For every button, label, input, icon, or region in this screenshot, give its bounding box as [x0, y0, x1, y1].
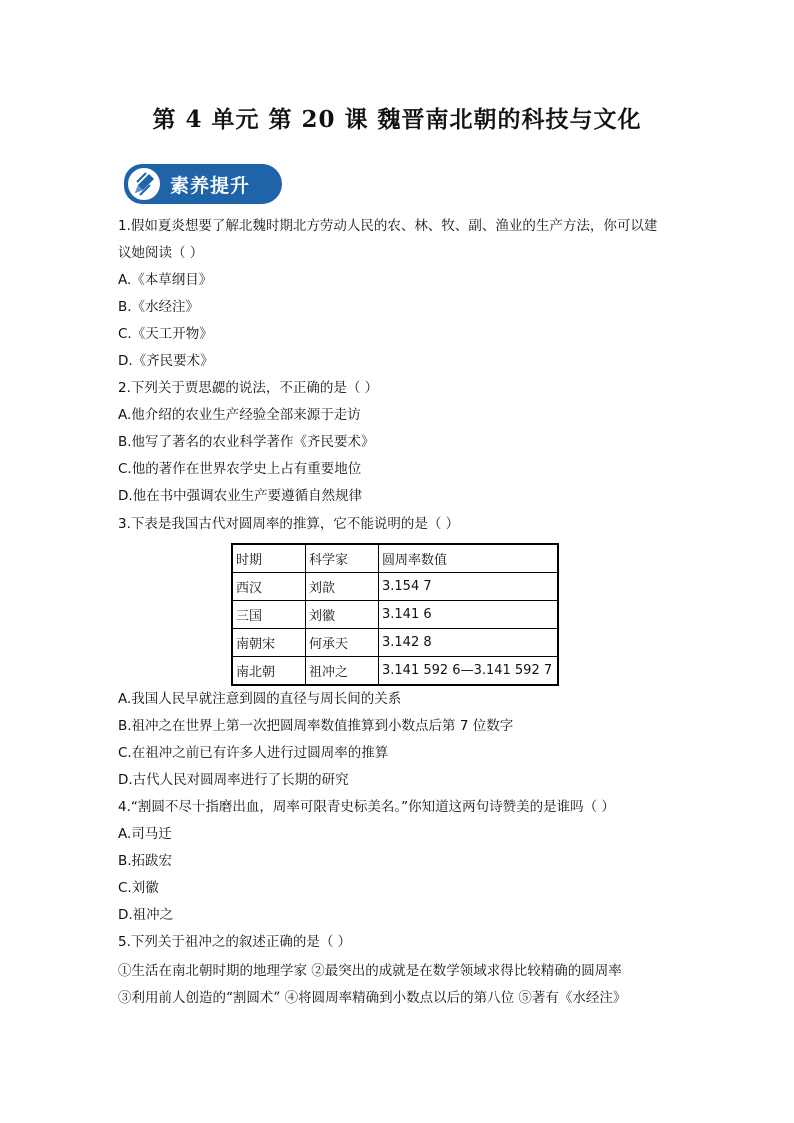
- q2-stem: 2.下列关于贾思勰的说法，不正确的是（ ）: [118, 380, 379, 396]
- q3-option-b: B.祖冲之在世界上第一次把圆周率数值推算到小数点后第 7 位数字: [118, 718, 514, 734]
- pi-table: [231, 543, 559, 686]
- q3-option-d: D.古代人民对圆周率进行了长期的研究: [118, 772, 349, 788]
- q4-option-d: D.祖冲之: [118, 907, 174, 923]
- table-cell: 西汉: [232, 573, 306, 601]
- q1-option-d: D.《齐民要术》: [118, 353, 214, 369]
- q5-items-line2: ③利用前人创造的“割圆术” ④将圆周率精确到小数点以后的第八位 ⑤著有《水经注》: [118, 990, 627, 1006]
- table-row: [232, 657, 558, 686]
- table-cell: 3.141 592 6—3.141 592 7: [379, 657, 559, 686]
- q1-stem-line2: 议她阅读（ ）: [118, 245, 204, 261]
- q1-option-b: B.《水经注》: [118, 299, 200, 315]
- badge-label: 素养提升: [170, 175, 251, 197]
- q1-stem-line1: 1.假如夏炎想要了解北魏时期北方劳动人民的农、林、牧、副、渔业的生产方法，你可以建: [118, 218, 658, 234]
- table-header-cell: 科学家: [306, 544, 379, 573]
- table-header-cell: 时期: [232, 544, 306, 573]
- q3-stem: 3.下表是我国古代对圆周率的推算，它不能说明的是（ ）: [118, 516, 460, 532]
- table-cell: 南朝宋: [232, 629, 306, 657]
- q2-option-d: D.他在书中强调农业生产要遵循自然规律: [118, 488, 363, 504]
- table-cell: 刘徽: [306, 601, 379, 629]
- q5-items-line1: ①生活在南北朝时期的地理学家 ②最突出的成就是在数学领域求得比较精确的圆周率: [118, 963, 622, 979]
- table-cell: 祖冲之: [306, 657, 379, 686]
- table-row: [232, 601, 558, 629]
- q2-option-c: C.他的著作在世界农学史上占有重要地位: [118, 461, 362, 477]
- q2-option-a: A.他介绍的农业生产经验全部来源于走访: [118, 407, 361, 423]
- table-header-row: [232, 544, 558, 573]
- table-cell: 3.141 6: [379, 601, 559, 629]
- table-cell: 3.154 7: [379, 573, 559, 601]
- section-badge: [124, 164, 282, 204]
- q1-option-c: C.《天工开物》: [118, 326, 213, 342]
- table-row: [232, 629, 558, 657]
- q3-option-c: C.在祖冲之前已有许多人进行过圆周率的推算: [118, 745, 389, 761]
- q4-option-a: A.司马迁: [118, 826, 172, 842]
- q4-option-b: B.拓跋宏: [118, 853, 173, 869]
- table-cell: 三国: [232, 601, 306, 629]
- page-title: 第 4 单元 第 20 课 魏晋南北朝的科技与文化: [152, 106, 642, 133]
- pencil-icon: [126, 166, 162, 202]
- table-row: [232, 573, 558, 601]
- q5-stem: 5.下列关于祖冲之的叙述正确的是（ ）: [118, 934, 352, 950]
- q2-option-b: B.他写了著名的农业科学著作《齐民要术》: [118, 434, 375, 450]
- table-header-cell: 圆周率数值: [379, 544, 559, 573]
- table-cell: 何承天: [306, 629, 379, 657]
- q4-option-c: C.刘徽: [118, 880, 159, 896]
- table-cell: 3.142 8: [379, 629, 559, 657]
- q3-option-a: A.我国人民早就注意到圆的直径与周长间的关系: [118, 691, 402, 707]
- table-cell: 南北朝: [232, 657, 306, 686]
- q4-stem: 4.“割圆不尽十指磨出血，周率可限青史标美名。”你知道这两句诗赞美的是谁吗（ ）: [118, 799, 615, 815]
- q1-option-a: A.《本草纲目》: [118, 272, 213, 288]
- table-cell: 刘歆: [306, 573, 379, 601]
